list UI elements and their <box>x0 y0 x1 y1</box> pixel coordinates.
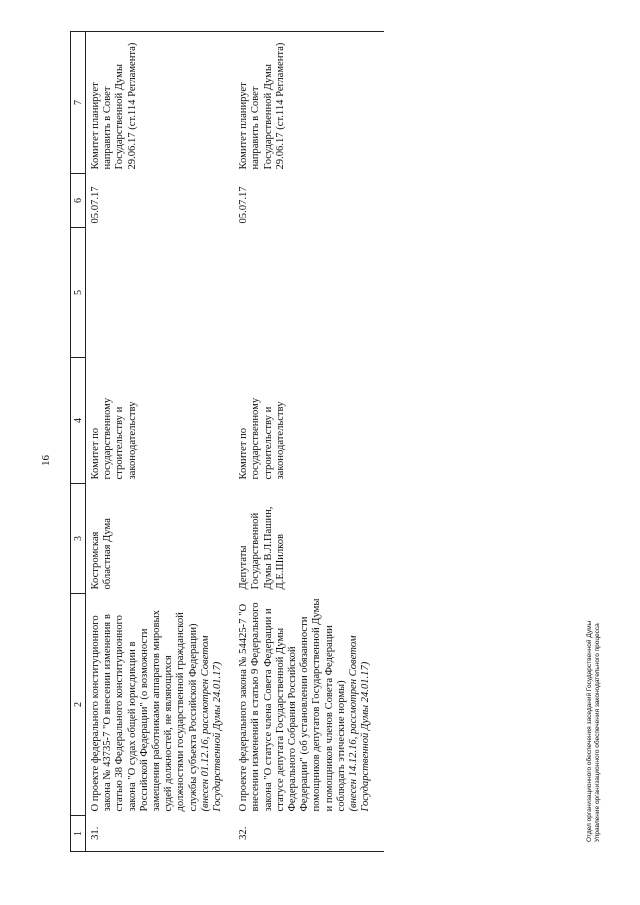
author-cell: Костромская областная Дума <box>90 518 114 590</box>
column-5-cell <box>234 228 384 358</box>
bill-title: О проекте федерального закона № 54425-7 "О внесении изменений в статью 9 Федерального закона "О статусе члена Совета Федерации и статусе депутата Государственной Думы Федерального Собрания Российской Федерации" (об установлении обязанности помощников депутатов Государственной Думы и помощников членов Совета Федерации соблюдать этические нормы) <box>238 598 347 812</box>
table-row <box>86 32 235 852</box>
table-row <box>234 32 384 852</box>
column-number-row <box>71 32 86 852</box>
column-header: 5 <box>71 228 86 358</box>
committee-cell: Комитет по государственному строительству и законодательству <box>238 397 286 480</box>
footer-line-2: Управление организационного обеспечения законодательного процесса <box>594 623 601 842</box>
status-cell: Комитет планирует направить в Совет Государственной Думы 29.06.17 (ст.114 Регламента) <box>86 32 235 174</box>
column-header: 3 <box>71 484 86 594</box>
rotated-content <box>20 30 620 870</box>
bill-note: (внесен 14.12.16, рассмотрен Советом Государственной Думы 24.01.17) <box>348 635 372 812</box>
bill-cell <box>234 594 384 816</box>
bill-note: (внесен 01.12.16, рассмотрен Советом Государственной Думы 24.01.17) <box>199 635 224 812</box>
bill-title: О проекте федерального конституционного закона № 43735-7 "О внесении изменения в статью 38 Федерального конституционного закона "О судах общей юрисдикции в Российской Федерации" (о возможности замещения работниками аппаратов мировых судей должностей, не являющихся должностями государственной гражданской службы субъекта Российской Федерации) <box>90 610 199 812</box>
column-5-cell <box>86 228 235 358</box>
date-cell: 05.07.17 <box>90 186 101 224</box>
author-cell: Депутаты Государственной Думы В.Л.Пашин, Д.Е.Шилков <box>238 506 286 590</box>
bill-cell <box>86 594 235 816</box>
footer-line-1: Отдел организационного обеспечения заседаний Государственной Думы <box>586 620 593 842</box>
footer <box>586 621 602 842</box>
status-cell: Комитет планирует направить в Совет Государственной Думы 29.06.17 (ст.114 Регламента) <box>234 32 384 174</box>
column-header: 6 <box>71 174 86 228</box>
column-header: 1 <box>71 816 86 852</box>
agenda-table <box>70 31 384 852</box>
date-cell: 05.07.17 <box>238 186 250 224</box>
page-number: 16 <box>40 455 52 466</box>
column-header: 4 <box>71 358 86 484</box>
column-header: 2 <box>71 594 86 816</box>
committee-cell: Комитет по государственному строительству и законодательству <box>90 397 138 480</box>
column-header: 7 <box>71 32 86 174</box>
row-number: 31. <box>86 816 235 852</box>
row-number: 32. <box>234 816 384 852</box>
